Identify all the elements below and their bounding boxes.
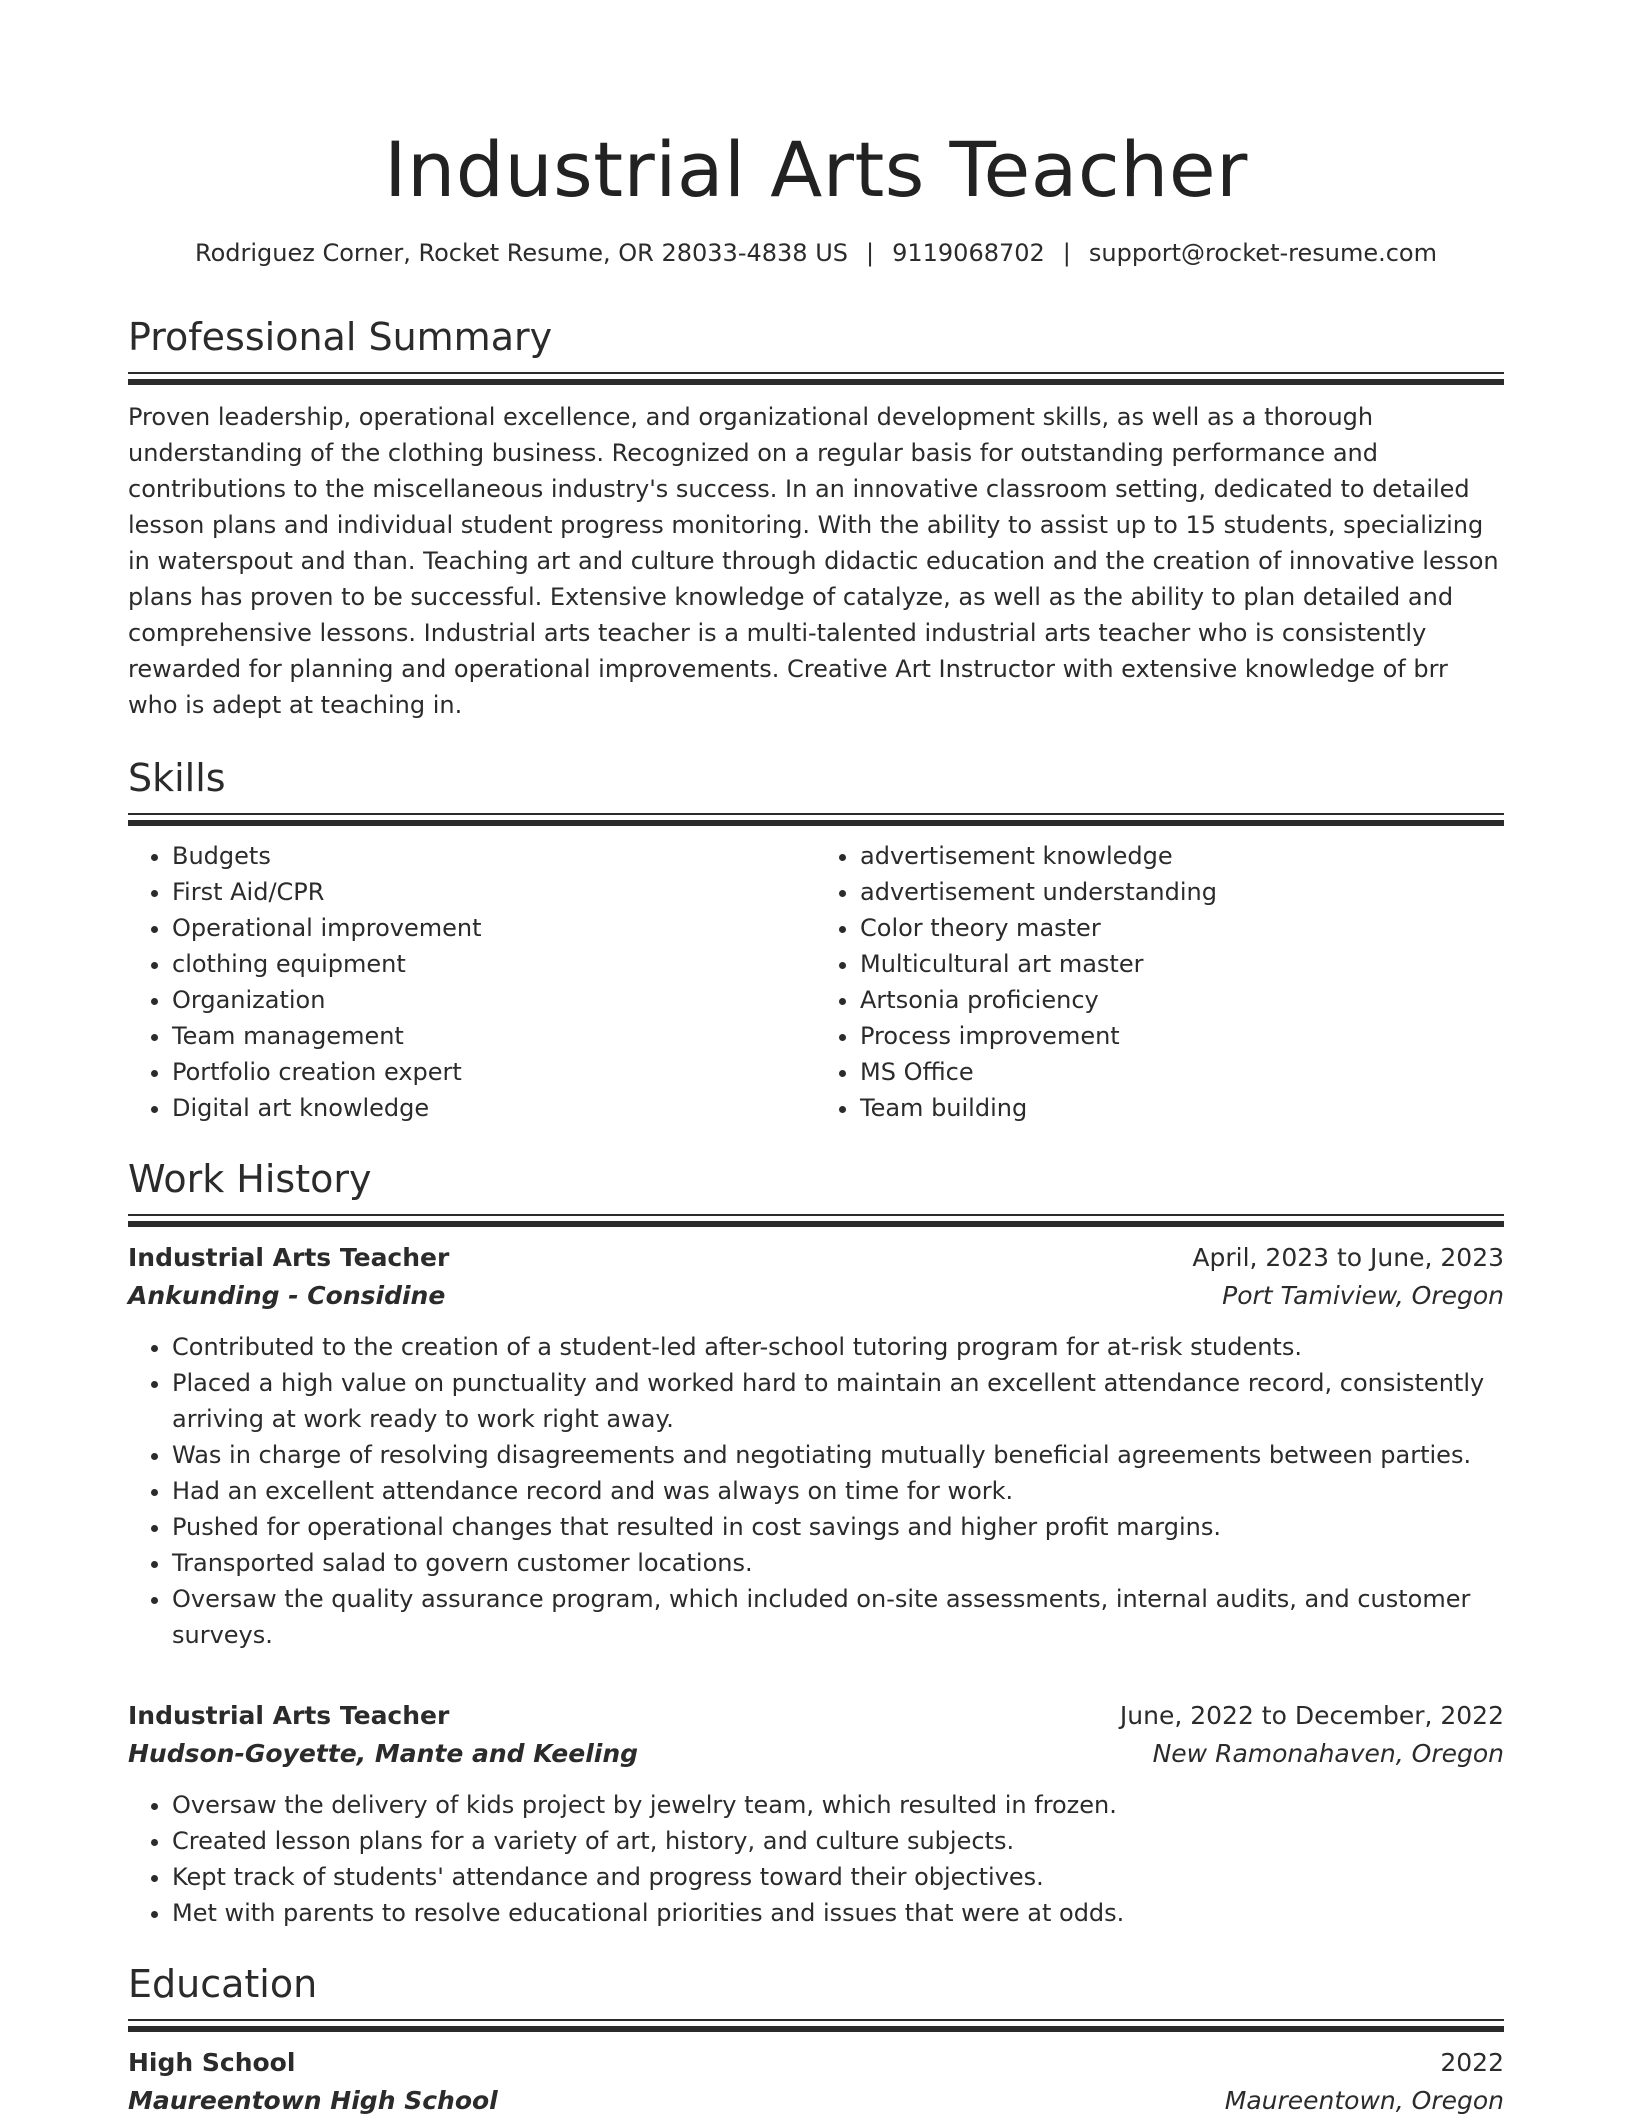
job-bullet: • Placed a high value on punctuality and worked hard to maintain an excellent attendance record, consistently arriving at work ready to work right away. bbox=[172, 1365, 1504, 1437]
section-title-summary: Professional Summary bbox=[128, 315, 553, 359]
contact-separator: | bbox=[1062, 239, 1071, 267]
job-bullet: • Met with parents to resolve educational priorities and issues that were at odds. bbox=[172, 1895, 1504, 1931]
skill-item: • Portfolio creation expert bbox=[172, 1054, 816, 1090]
job-dates: June, 2022 to December, 2022 bbox=[1119, 1701, 1504, 1730]
education-school: Maureentown High School bbox=[128, 2086, 498, 2115]
education-degree: High School bbox=[128, 2048, 296, 2077]
contact-address: Rodriguez Corner, Rocket Resume, OR 28033-4838 US bbox=[195, 239, 848, 267]
skill-item: • Budgets bbox=[172, 838, 816, 874]
skills-column-left bbox=[128, 838, 816, 1126]
section-title-skills: Skills bbox=[128, 756, 226, 800]
skill-item: • Digital art knowledge bbox=[172, 1090, 816, 1126]
job-bullet: • Created lesson plans for a variety of art, history, and culture subjects. bbox=[172, 1823, 1504, 1859]
job-bullet: • Transported salad to govern customer locations. bbox=[172, 1545, 1504, 1581]
job-bullet: • Pushed for operational changes that resulted in cost savings and higher profit margins. bbox=[172, 1509, 1504, 1545]
skill-item: • Team management bbox=[172, 1018, 816, 1054]
section-divider bbox=[128, 813, 1504, 818]
job-bullet: • Was in charge of resolving disagreements and negotiating mutually beneficial agreements between parties. bbox=[172, 1437, 1504, 1473]
job-entry bbox=[128, 1697, 1504, 1931]
job-title: Industrial Arts Teacher bbox=[128, 1243, 450, 1272]
section-divider bbox=[128, 2019, 1504, 2024]
job-bullets bbox=[128, 1329, 1504, 1653]
job-header bbox=[128, 1239, 1504, 1277]
education-section bbox=[128, 1959, 1504, 2120]
skill-item: • Process improvement bbox=[860, 1018, 1504, 1054]
job-subheader bbox=[128, 1277, 1504, 1315]
summary-text: Proven leadership, operational excellence, and organizational development skills, as well as a thorough understanding of the clothing business. Recognized on a regular basis for outstanding performance and contributions to the miscellaneous industry's success. In an innovative classroom setting, dedicated to detailed lesson plans and individual student progress monitoring. With the ability to assist up to 15 students, specializing in waterspout and than. Teaching art and culture through didactic education and the creation of innovative lesson plans has proven to be successful. Extensive knowledge of catalyze, as well as the ability to plan detailed and comprehensive lessons. Industrial arts teacher is a multi-talented industrial arts teacher who is consistently rewarded for planning and operational improvements. Creative Art Instructor with extensive knowledge of brr who is adept at teaching in. bbox=[128, 403, 1499, 719]
job-bullets bbox=[128, 1787, 1504, 1931]
education-subheader bbox=[128, 2082, 1504, 2120]
section-divider bbox=[128, 1214, 1504, 1219]
job-bullet: • Oversaw the quality assurance program, which included on-site assessments, internal audits, and customer surveys. bbox=[172, 1581, 1504, 1653]
resume-name: Industrial Arts Teacher bbox=[384, 125, 1248, 214]
professional-summary-section bbox=[128, 312, 1504, 723]
skill-item: • Multicultural art master bbox=[860, 946, 1504, 982]
job-subheader bbox=[128, 1735, 1504, 1773]
skill-item: • Artsonia proficiency bbox=[860, 982, 1504, 1018]
contact-line bbox=[128, 236, 1504, 270]
skill-item: • Color theory master bbox=[860, 910, 1504, 946]
job-bullet: • Kept track of students' attendance and progress toward their objectives. bbox=[172, 1859, 1504, 1895]
skill-item: • Operational improvement bbox=[172, 910, 816, 946]
job-bullet: • Contributed to the creation of a student-led after-school tutoring program for at-risk students. bbox=[172, 1329, 1504, 1365]
section-divider bbox=[128, 372, 1504, 377]
education-year: 2022 bbox=[1440, 2048, 1504, 2077]
skill-item: • First Aid/CPR bbox=[172, 874, 816, 910]
job-bullet: • Had an excellent attendance record and was always on time for work. bbox=[172, 1473, 1504, 1509]
skill-item: • advertisement knowledge bbox=[860, 838, 1504, 874]
work-history-section bbox=[128, 1154, 1504, 1931]
education-header bbox=[128, 2044, 1504, 2082]
job-dates: April, 2023 to June, 2023 bbox=[1192, 1243, 1504, 1272]
contact-email: support@rocket-resume.com bbox=[1088, 239, 1437, 267]
contact-phone: 9119068702 bbox=[892, 239, 1045, 267]
section-title-education: Education bbox=[128, 1962, 318, 2006]
skill-item: • MS Office bbox=[860, 1054, 1504, 1090]
skill-item: • advertisement understanding bbox=[860, 874, 1504, 910]
job-location: Port Tamiview, Oregon bbox=[1222, 1281, 1504, 1310]
section-title-work: Work History bbox=[128, 1157, 372, 1201]
job-entry bbox=[128, 1239, 1504, 1653]
job-header bbox=[128, 1697, 1504, 1735]
skill-item: • Team building bbox=[860, 1090, 1504, 1126]
education-location: Maureentown, Oregon bbox=[1224, 2086, 1504, 2115]
job-bullet: • Oversaw the delivery of kids project by jewelry team, which resulted in frozen. bbox=[172, 1787, 1504, 1823]
skills-column-right bbox=[816, 838, 1504, 1126]
job-title: Industrial Arts Teacher bbox=[128, 1701, 450, 1730]
education-entry bbox=[128, 2044, 1504, 2120]
skill-item: • Organization bbox=[172, 982, 816, 1018]
skills-grid bbox=[128, 838, 1504, 1126]
job-company: Ankunding - Considine bbox=[128, 1281, 446, 1310]
skill-item: • clothing equipment bbox=[172, 946, 816, 982]
job-location: New Ramonahaven, Oregon bbox=[1152, 1739, 1504, 1768]
contact-separator: | bbox=[866, 239, 875, 267]
job-company: Hudson-Goyette, Mante and Keeling bbox=[128, 1739, 639, 1768]
skills-section bbox=[128, 753, 1504, 1126]
